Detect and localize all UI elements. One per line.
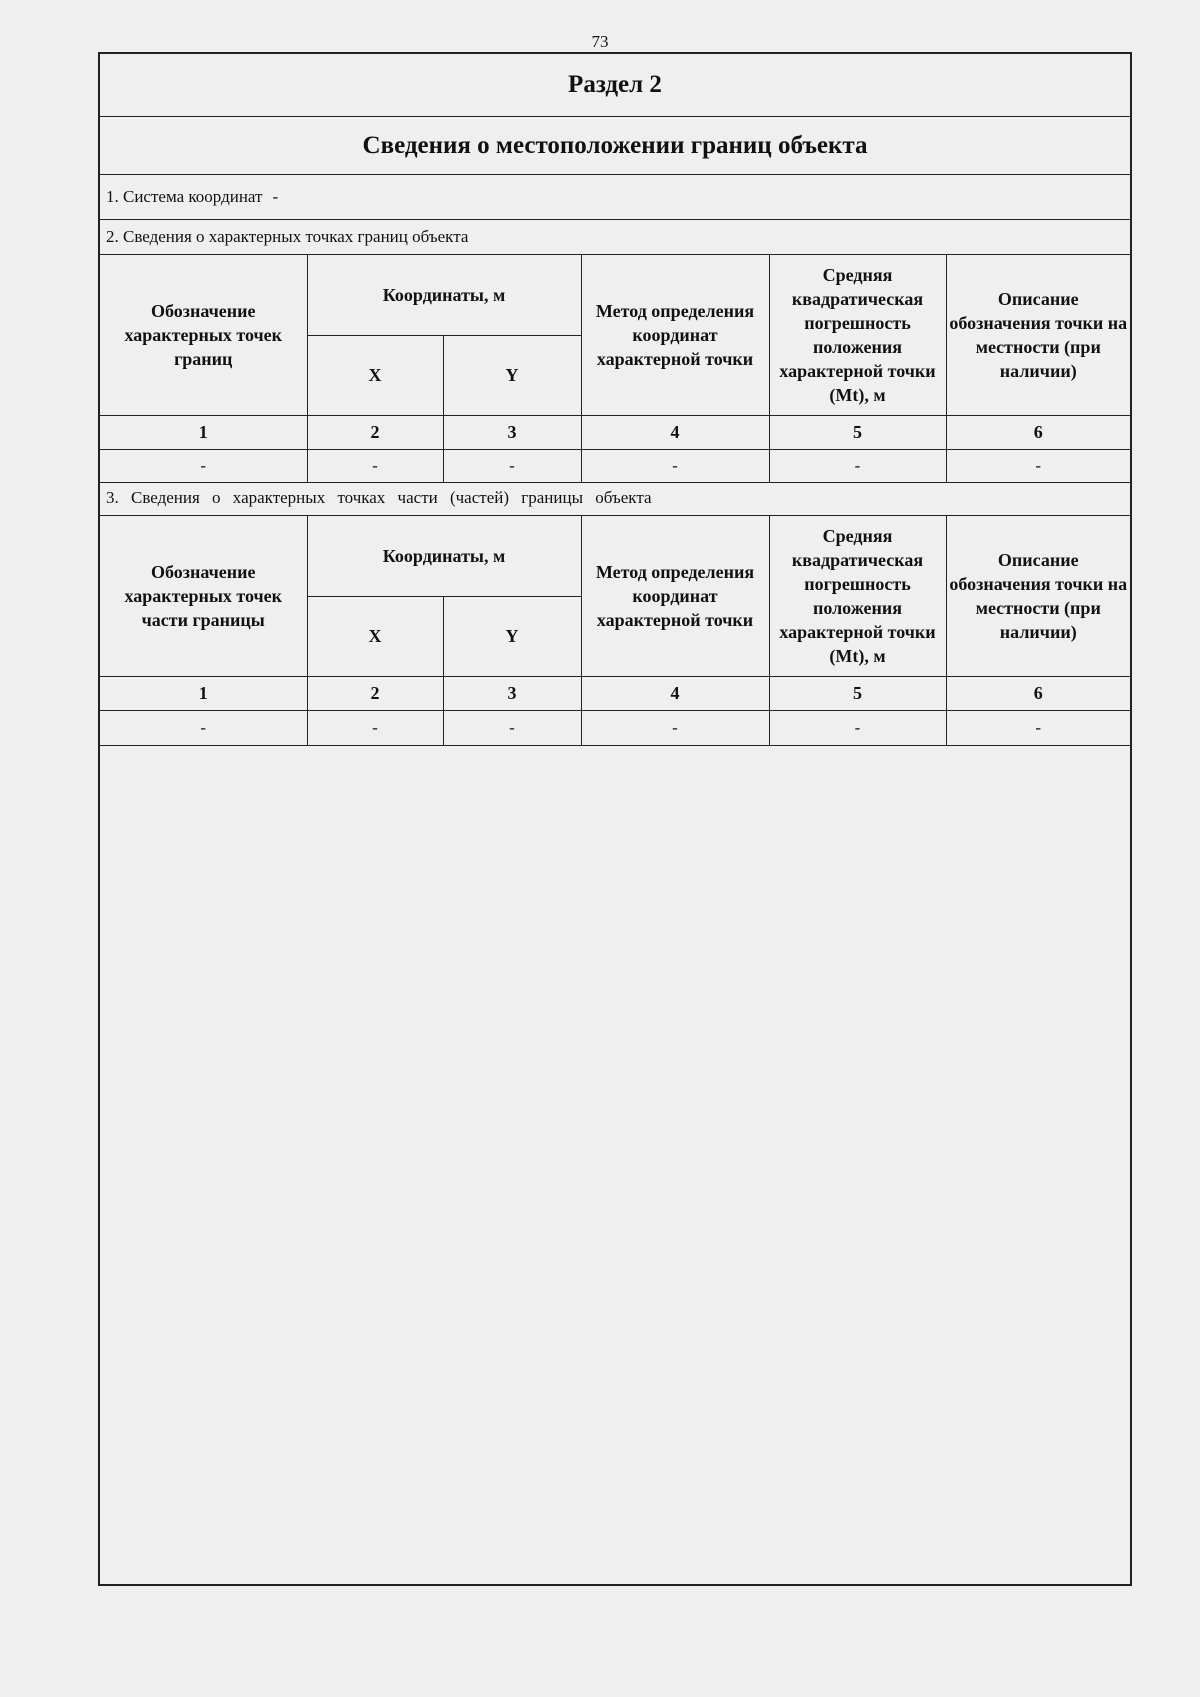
part-boundary-points-table [100,516,1130,746]
header-method: Метод определения координат характерной точки [581,255,769,415]
column-number-row [100,676,1130,710]
table-cell: - [307,710,443,745]
header-x: X [307,596,443,676]
header-x: X [307,335,443,415]
table-cell: - [100,710,307,745]
header-error: Средняя квадратическая погрешность положения характерной точки (Mt), м [769,255,946,415]
table-cell: - [307,449,443,482]
table-row [100,449,1130,482]
column-number: 4 [581,676,769,710]
table-cell: - [581,449,769,482]
table-cell: - [100,449,307,482]
column-number: 4 [581,415,769,449]
table-cell: - [581,710,769,745]
table-cell: - [946,449,1130,482]
part-boundary-points-heading: 3. Сведения о характерных точках части (частей) границы объекта [100,481,1130,516]
table-row [100,710,1130,745]
header-coordinates: Координаты, м [307,255,581,335]
column-number: 6 [946,676,1130,710]
table-cell: - [769,710,946,745]
column-number: 2 [307,676,443,710]
header-y: Y [443,335,581,415]
table-cell: - [443,710,581,745]
header-y: Y [443,596,581,676]
section-title: Раздел 2 [100,54,1130,117]
table-cell: - [946,710,1130,745]
table-cell: - [769,449,946,482]
column-number: 5 [769,676,946,710]
column-number: 1 [100,415,307,449]
boundary-points-table [100,255,1130,483]
header-coordinates: Координаты, м [307,516,581,596]
header-error: Средняя квадратическая погрешность положения характерной точки (Mt), м [769,516,946,676]
column-number: 2 [307,415,443,449]
section-frame [98,52,1132,1586]
coordinate-system-row [100,175,1130,220]
header-method: Метод определения координат характерной точки [581,516,769,676]
header-designation: Обозначение характерных точек границ [100,255,307,415]
coordinate-system-value: - [272,187,279,206]
column-number: 3 [443,415,581,449]
header-description: Описание обозначения точки на местности (при наличии) [946,255,1130,415]
header-designation: Обозначение характерных точек части границы [100,516,307,676]
page-number: 73 [591,32,609,51]
column-number: 5 [769,415,946,449]
coordinate-system-label: 1. Система координат [106,187,263,206]
section-subtitle: Сведения о местоположении границ объекта [100,117,1130,175]
boundary-points-heading: 2. Сведения о характерных точках границ объекта [100,220,1130,255]
column-number: 3 [443,676,581,710]
header-description: Описание обозначения точки на местности (при наличии) [946,516,1130,676]
column-number: 1 [100,676,307,710]
column-number: 6 [946,415,1130,449]
table-cell: - [443,449,581,482]
column-number-row [100,415,1130,449]
